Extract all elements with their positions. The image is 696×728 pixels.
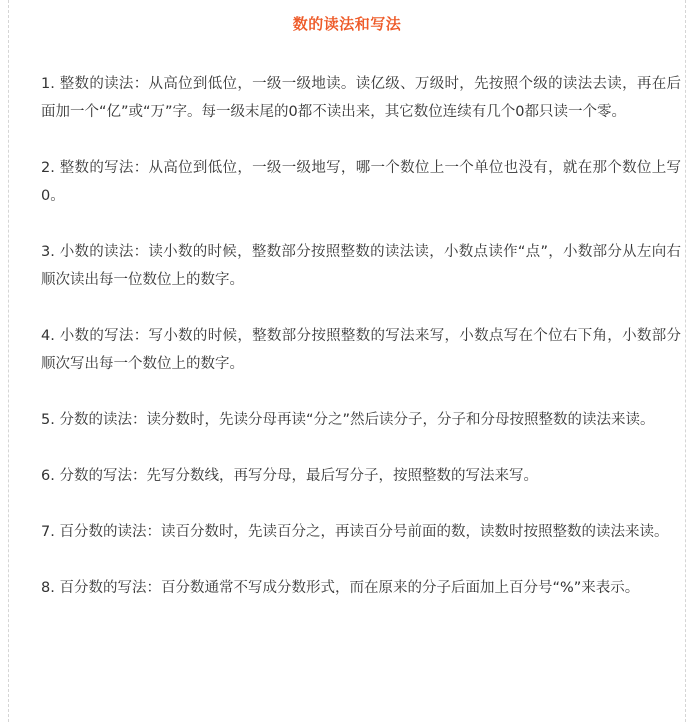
rule-item-7: 7. 百分数的读法：读百分数时，先读百分之，再读百分号前面的数，读数时按照整数的读法来读。 — [41, 524, 669, 540]
rule-item-4: 4. 小数的写法：写小数的时候，整数部分按照整数的写法来写，小数点写在个位右下角，小数部分顺次写出每一个数位上的数字。 — [41, 328, 681, 372]
rule-item-8: 8. 百分数的写法：百分数通常不写成分数形式，而在原来的分子后面加上百分号“%”来表示。 — [41, 580, 640, 596]
article-title: 数的读法和写法 — [292, 15, 402, 33]
content-frame — [8, 0, 686, 722]
rule-item-2: 2. 整数的写法：从高位到低位，一级一级地写，哪一个数位上一个单位也没有，就在那个数位上写0。 — [41, 160, 681, 204]
rule-item-1: 1. 整数的读法：从高位到低位，一级一级地读。读亿级、万级时，先按照个级的读法去读，再在后面加一个“亿”或“万”字。每一级末尾的0都不读出来，其它数位连续有几个0都只读一个零。 — [41, 76, 681, 120]
rules-list — [41, 70, 681, 602]
rule-item-5: 5. 分数的读法：读分数时，先读分母再读“分之”然后读分子，分子和分母按照整数的读法来读。 — [41, 412, 655, 428]
rule-item-3: 3. 小数的读法：读小数的时候，整数部分按照整数的读法读，小数点读作“点”，小数部分从左向右顺次读出每一位数位上的数字。 — [41, 244, 681, 288]
rule-item-6: 6. 分数的写法：先写分数线，再写分母，最后写分子，按照整数的写法来写。 — [41, 468, 538, 484]
